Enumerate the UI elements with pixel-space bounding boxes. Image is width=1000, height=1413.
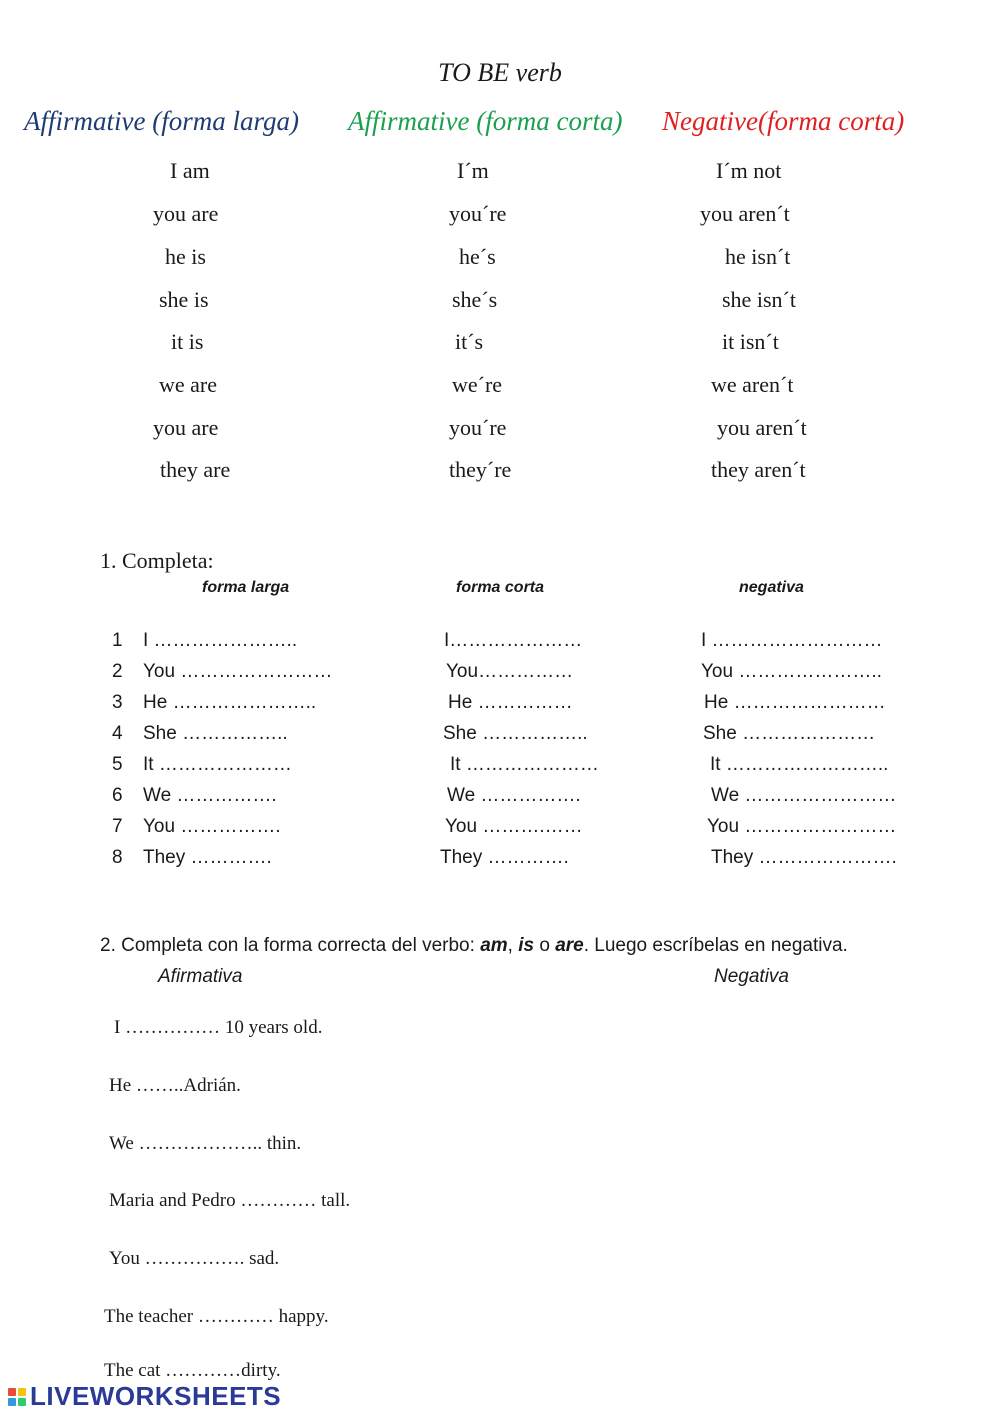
header-affirmative-long: Affirmative (forma larga) — [24, 106, 299, 136]
conj-short-8: they´re — [449, 457, 512, 482]
liveworksheets-logo-text: LIVEWORKSHEETS — [30, 1381, 282, 1411]
conj-long-4: she is — [159, 287, 209, 312]
page-title: TO BE verb — [438, 58, 562, 87]
header-negative-short: Negative(forma corta) — [662, 106, 905, 136]
exercise1-negative-blank[interactable]: He …………………… — [704, 692, 886, 713]
conj-long-6: we are — [159, 372, 218, 397]
conj-long-3: he is — [165, 244, 206, 269]
exercise1-long-blank[interactable]: You …………………… — [143, 661, 333, 682]
verb-are: are — [555, 935, 584, 956]
sentence-item[interactable]: Maria and Pedro ………… tall. — [109, 1190, 351, 1211]
conj-neg-1: I´m not — [716, 158, 782, 183]
sentence-item[interactable]: I …………… 10 years old. — [114, 1017, 323, 1038]
conj-short-4: she´s — [452, 287, 498, 312]
conj-short-1: I´m — [457, 158, 489, 183]
exercise1-long-blank[interactable]: She …………….. — [143, 723, 288, 744]
exercise1-number: 2 — [112, 661, 123, 682]
exercise1-short-blank[interactable]: It ………………… — [450, 754, 599, 775]
conj-long-8: they are — [160, 457, 231, 482]
exercise1-number: 5 — [112, 754, 123, 775]
conj-neg-7: you aren´t — [717, 415, 807, 440]
exercise1-number: 6 — [112, 785, 123, 806]
exercise1-number: 4 — [112, 723, 123, 744]
sentence-item[interactable]: He ……..Adrián. — [109, 1075, 241, 1096]
exercise1-long-blank[interactable]: I ………………….. — [143, 630, 298, 651]
exercise1-negative-blank[interactable]: It …………………….. — [710, 754, 889, 775]
exercise1-short-blank[interactable]: We ……………. — [447, 785, 581, 806]
exercise1-long-blank[interactable]: We ……………. — [143, 785, 277, 806]
liveworksheets-logo-icon — [8, 1388, 26, 1406]
exercise1-sub-short: forma corta — [456, 579, 545, 596]
conj-neg-6: we aren´t — [711, 372, 794, 397]
conj-long-2: you are — [153, 201, 219, 226]
exercise1-number: 3 — [112, 692, 123, 713]
exercise1-long-blank[interactable]: He ………………….. — [143, 692, 317, 713]
exercise2-comma: , — [507, 935, 513, 956]
exercise1-negative-blank[interactable]: You ………………….. — [701, 661, 882, 682]
sentence-item[interactable]: The teacher ………… happy. — [104, 1306, 329, 1327]
exercise2-heading-suffix: . Luego escríbelas en negativa. — [583, 935, 848, 956]
exercise1-long-blank[interactable]: They …………. — [143, 847, 272, 868]
conj-long-1: I am — [170, 158, 210, 183]
conj-short-5: it´s — [455, 329, 484, 354]
exercise1-number: 7 — [112, 816, 123, 837]
conj-long-7: you are — [153, 415, 219, 440]
exercise1-short-blank[interactable]: He …………… — [448, 692, 573, 713]
conj-short-7: you´re — [449, 415, 507, 440]
exercise1-heading: 1. Completa: — [100, 548, 214, 573]
sentence-item[interactable]: You ……………. sad. — [109, 1248, 280, 1269]
exercise1-negative-blank[interactable]: You …………………… — [707, 816, 897, 837]
conj-short-3: he´s — [459, 244, 496, 269]
exercise1-short-blank[interactable]: You…………… — [446, 661, 574, 682]
conj-short-2: you´re — [449, 201, 507, 226]
conj-short-6: we´re — [452, 372, 503, 397]
exercise1-sub-long: forma larga — [202, 579, 290, 596]
exercise1-number: 8 — [112, 847, 123, 868]
conj-neg-8: they aren´t — [711, 457, 806, 482]
label-negative: Negativa — [714, 966, 789, 987]
header-affirmative-short: Affirmative (forma corta) — [348, 106, 623, 136]
exercise1-negative-blank[interactable]: They …………………. — [711, 847, 897, 868]
exercise1-sub-negative: negativa — [739, 579, 804, 596]
conj-neg-3: he isn´t — [725, 244, 791, 269]
exercise1-negative-blank[interactable]: We …………………… — [711, 785, 897, 806]
label-affirmative: Afirmativa — [158, 966, 243, 987]
verb-am: am — [480, 935, 508, 956]
sentence-item[interactable]: We ……………….. thin. — [109, 1133, 302, 1154]
exercise1-negative-blank[interactable]: She ………………… — [703, 723, 876, 744]
exercise1-negative-blank[interactable]: I ……………………… — [701, 630, 883, 651]
exercise1-short-blank[interactable]: You ……….…… — [445, 816, 583, 837]
conj-long-5: it is — [171, 329, 204, 354]
exercise1-short-blank[interactable]: She …………….. — [443, 723, 588, 744]
conj-neg-5: it isn´t — [722, 329, 779, 354]
conj-neg-4: she isn´t — [722, 287, 796, 312]
exercise1-long-blank[interactable]: You ……………. — [143, 816, 281, 837]
exercise1-number: 1 — [112, 630, 123, 651]
exercise2-heading-prefix: 2. Completa con la forma correcta del verbo: — [100, 935, 481, 956]
sentence-item[interactable]: The cat …………dirty. — [104, 1360, 281, 1381]
exercise1-short-blank[interactable]: I………………… — [444, 630, 583, 651]
exercise2-or: o — [534, 935, 556, 956]
exercise1-long-blank[interactable]: It ………………… — [143, 754, 292, 775]
exercise2-heading — [100, 935, 848, 957]
exercise1-short-blank[interactable]: They …………. — [440, 847, 569, 868]
liveworksheets-logo — [8, 1381, 281, 1412]
verb-is: is — [518, 935, 535, 956]
conj-neg-2: you aren´t — [700, 201, 790, 226]
